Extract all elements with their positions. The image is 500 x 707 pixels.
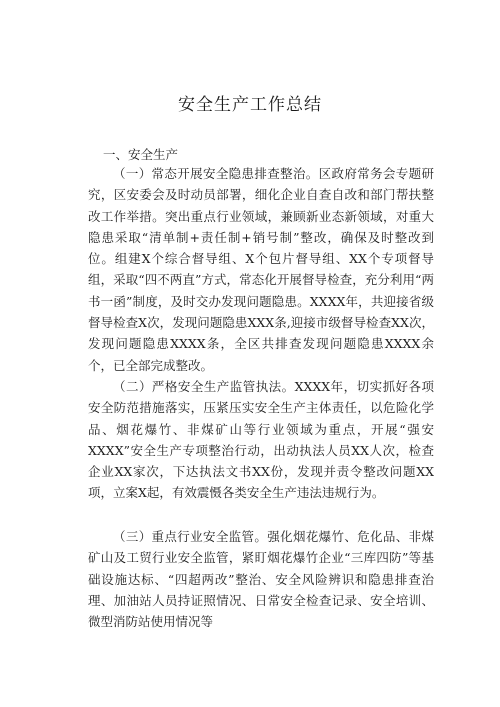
paragraph-hazard-inspection: （一）常态开展安全隐患排查整治。区政府常务会专题研究，区安委会及时动员部署，细化企业自查自改和部门帮扶整改工作举措。突出重点行业领域，兼顾新业态新领域，对重大隐患采取“清单制+责任制+销号制”整改，确保及时整改到位。组建X个综合督导组、X个包片督导组、XX个专项督导组，采取“四不两直”方式，常态化开展督导检查，充分利用“两书一函”制度，及时交办发现问题隐患。XXXX年，共迎接省级督导检查X次，发现问题隐患XXX条,迎接市级督导检查XX次，发现问题隐患XXXX条，全区共排查发现问题隐患XXXX余个，已全部完成整改。 — [88, 166, 434, 373]
section-heading: 一、安全生产 — [103, 147, 179, 162]
document-title: 安全生产工作总结 — [178, 95, 322, 115]
paragraph-key-industry-supervision: （三）重点行业安全监管。强化烟花爆竹、危化品、非煤矿山及工贸行业安全监管，紧盯烟花爆竹企业“三库四防”等基础设施达标、“四超两改”整治、安全风险辨识和隐患排查治理、加油站人员持证照情况、日常安全检查记录、安全培训、微型消防站使用情况等 — [88, 529, 434, 630]
paragraph-law-enforcement: （二）严格安全生产监管执法。XXXX年，切实抓好各项安全防范措施落实，压紧压实安全生产主体责任，以危险化学品、烟花爆竹、非煤矿山等行业领域为重点，开展“强安XXXX”安全生产专项整治行动，出动执法人员XX人次，检查企业XX家次，下达执法文书XX份，发现并责令整改问题XX项，立案X起，有效震慑各类安全生产违法违规行为。 — [88, 379, 434, 501]
